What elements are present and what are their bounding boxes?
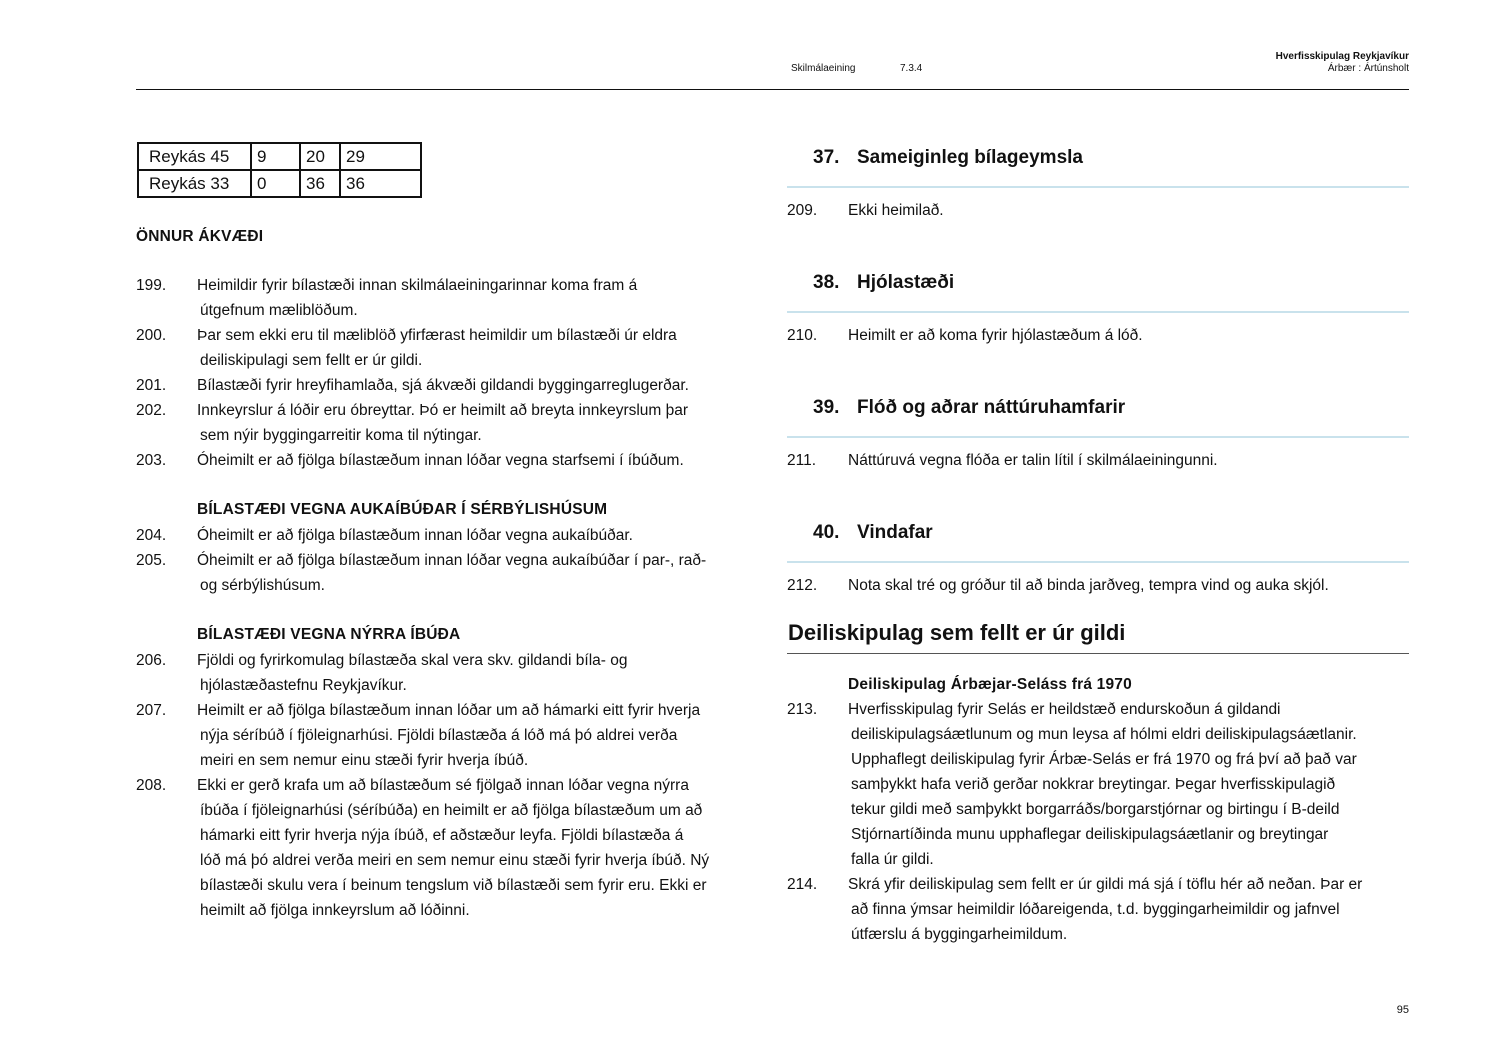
paragraph-number: 203. [136,452,167,469]
paragraph-line: lóð má þó aldrei verða meiri en sem nemur einu stæði fyrir hverja íbúð. Ný [200,852,710,869]
paragraph-number: 204. [136,527,167,544]
numbered-paragraph [136,323,756,373]
numbered-paragraph [136,548,756,598]
paragraph-number: 201. [136,377,167,394]
units-table [137,142,422,198]
header-section-number: 7.3.4 [900,63,923,74]
header-section-label: Skilmálaeining [791,63,856,74]
paragraph-text: Ekki heimilað. [848,202,944,219]
section-title: Hjólastæði [857,272,955,293]
section-title: Sameiginleg bílageymsla [857,147,1083,168]
paragraph-line: falla úr gildi. [851,851,934,868]
section-heading-other-provisions: ÖNNUR ÁKVÆÐI [136,228,264,245]
table-cell: Reykás 33 [138,170,251,197]
table-cell: 36 [340,170,421,197]
paragraph-line: deiliskipulagi sem fellt er úr gildi. [200,352,423,369]
paragraph-line: Heimilt er að fjölga bílastæðum innan lóðar um að hámarki eitt fyrir hverja [197,702,701,719]
paragraph-number: 209. [787,202,818,219]
paragraph-line: Óheimilt er að fjölga bílastæðum innan lóðar vegna aukaíbúðar í par-, rað- [197,552,707,569]
table-row [138,170,421,197]
paragraph-210 [787,323,1409,348]
section-heading-40 [813,522,933,544]
paragraph-line: nýja séríbúð í fjöleignarhúsi. Fjöldi bílastæða á lóð má þó aldrei verða [200,727,678,744]
paragraph-number: 199. [136,277,167,294]
section-divider [787,436,1409,438]
table-cell: 36 [300,170,340,197]
paragraph-number: 211. [787,452,817,469]
paragraph-line: Stjórnartíðinda munu upphaflegar deiliskipulagsáætlanir og breytingar [851,826,1329,843]
table-cell: 0 [251,170,300,197]
table-cell: 29 [340,143,421,170]
header-doc-subtitle: Árbær : Ártúnsholt [1327,63,1409,74]
subheading-accessory-dwellings: BÍLASTÆÐI VEGNA AUKAÍBÚÐAR Í SÉRBÝLISHÚSUM [197,501,608,518]
heading-repealed-plans: Deiliskipulag sem fellt er úr gildi [788,620,1126,645]
numbered-paragraph [136,373,756,398]
section-number: 38. [813,272,840,293]
paragraph-line: Hverfisskipulag fyrir Selás er heildstæð endurskoðun á gildandi [848,701,1281,718]
page-number: 95 [1396,1004,1409,1016]
paragraph-line: Þar sem ekki eru til mæliblöð yfirfærast heimildir um bílastæði úr eldra [197,327,677,344]
paragraph-line: Innkeyrslur á lóðir eru óbreyttar. Þó er heimilt að breyta innkeyrslum þar [197,402,689,419]
table-row [138,143,421,170]
section-heading-38 [813,272,954,294]
paragraph-line: Ekki er gerð krafa um að bílastæðum sé fjölgað innan lóðar vegna nýrra [197,777,689,794]
numbered-paragraph [136,648,756,698]
paragraph-number: 207. [136,702,167,719]
paragraph-line: Heimildir fyrir bílastæði innan skilmálaeiningarinnar koma fram á [197,277,638,294]
paragraph-line: Bílastæði fyrir hreyfihamlaða, sjá ákvæði gildandi byggingarreglugerðar. [197,377,689,394]
paragraph-line: hjólastæðastefnu Reykjavíkur. [200,677,407,694]
numbered-paragraph [136,273,756,323]
numbered-paragraph [136,398,756,448]
paragraph-line: bílastæði skulu vera í beinum tengslum við bílastæði sem fyrir eru. Ekki er [200,877,707,894]
paragraph-number: 200. [136,327,167,344]
header-divider [136,89,1409,90]
paragraph-number: 206. [136,652,167,669]
numbered-paragraph [787,872,1409,947]
paragraph-211 [787,448,1409,473]
section-number: 37. [813,147,840,168]
paragraph-line: Óheimilt er að fjölga bílastæðum innan lóðar vegna aukaíbúðar. [197,527,633,544]
paragraph-line: að finna ýmsar heimildir lóðareigenda, t.d. byggingarheimildir og jafnvel [851,901,1340,918]
section-heading-39 [813,397,1125,419]
numbered-paragraph [136,698,756,773]
section-title: Vindafar [857,522,933,543]
paragraph-line: útfærslu á byggingarheimildum. [851,926,1068,943]
paragraph-line: Fjöldi og fyrirkomulag bílastæða skal vera skv. gildandi bíla- og [197,652,628,669]
paragraph-line: Óheimilt er að fjölga bílastæðum innan lóðar vegna starfsemi í íbúðum. [197,452,684,469]
section-divider [787,311,1409,313]
header-doc-title: Hverfisskipulag Reykjavíkur [1275,51,1409,62]
paragraph-line: og sérbýlishúsum. [200,577,325,594]
numbered-paragraph [787,697,1409,872]
paragraph-number: 205. [136,552,167,569]
section-number: 39. [813,397,840,418]
section-divider [787,561,1409,563]
paragraph-line: útgefnum mæliblöðum. [200,302,358,319]
table-cell: 9 [251,143,300,170]
section-heading-37 [813,147,1083,169]
subheading-arbaer-selas-1970: Deiliskipulag Árbæjar-Seláss frá 1970 [848,676,1132,693]
paragraph-line: meiri en sem nemur einu stæði fyrir hverja íbúð. [200,752,529,769]
section-divider [787,186,1409,188]
paragraph-number: 214. [787,876,818,893]
paragraph-line: íbúða í fjöleignarhúsi (séríbúða) en heimilt er að fjölga bílastæðum um að [200,802,703,819]
table-cell: 20 [300,143,340,170]
table-cell: Reykás 45 [138,143,251,170]
paragraph-number: 208. [136,777,167,794]
paragraph-number: 202. [136,402,167,419]
paragraph-209 [787,198,1409,223]
paragraph-line: sem nýir byggingarreitir koma til nýtingar. [200,427,482,444]
paragraph-line: tekur gildi með samþykkt borgarráðs/borgarstjórnar og birtingu í B-deild [851,801,1340,818]
paragraph-line: samþykkt hafa verið gerðar nokkrar breytingar. Þegar hverfisskipulagið [851,776,1336,793]
paragraph-line: deiliskipulagsáætlunum og mun leysa af hólmi eldri deiliskipulagsáætlanir. [851,726,1357,743]
heading-divider [787,653,1409,654]
paragraph-212 [787,573,1409,598]
paragraph-line: hámarki eitt fyrir hverja nýja íbúð, ef aðstæður leyfa. Fjöldi bílastæða á [200,827,684,844]
paragraph-number: 213. [787,701,818,718]
numbered-paragraph [136,523,756,548]
section-title: Flóð og aðrar náttúruhamfarir [857,397,1126,418]
paragraph-line: Upphaflegt deiliskipulag fyrir Árbæ-Selás er frá 1970 og frá því að það var [851,751,1357,768]
paragraph-text: Nota skal tré og gróður til að binda jarðveg, tempra vind og auka skjól. [848,577,1329,594]
paragraph-text: Náttúruvá vegna flóða er talin lítil í skilmálaeiningunni. [848,452,1218,469]
paragraph-text: Heimilt er að koma fyrir hjólastæðum á lóð. [848,327,1143,344]
section-number: 40. [813,522,840,543]
paragraph-line: heimilt að fjölga innkeyrslum að lóðinni. [200,902,470,919]
numbered-paragraph [136,773,756,923]
subheading-new-dwellings: BÍLASTÆÐI VEGNA NÝRRA ÍBÚÐA [197,626,461,643]
paragraph-line: Skrá yfir deiliskipulag sem fellt er úr gildi má sjá í töflu hér að neðan. Þar er [848,876,1363,893]
paragraph-number: 210. [787,327,818,344]
numbered-paragraph [136,448,756,473]
paragraph-number: 212. [787,577,818,594]
